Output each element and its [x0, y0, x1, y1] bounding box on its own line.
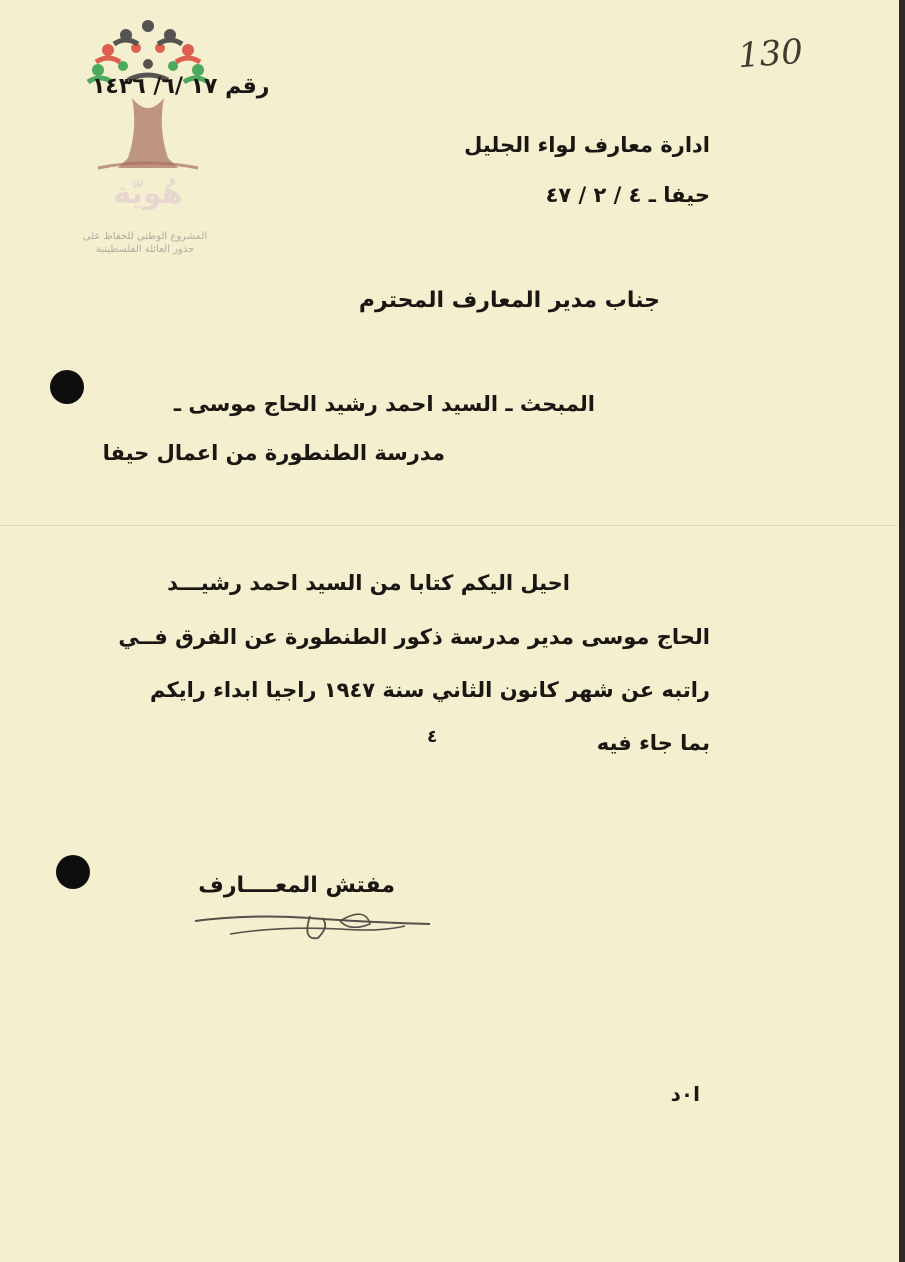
watermark-name: هُويّة	[113, 176, 183, 211]
body-mark: ٤	[427, 727, 438, 747]
watermark-tagline	[60, 230, 230, 256]
punch-hole-top	[50, 370, 84, 404]
scan-edge	[899, 0, 905, 1262]
signature-scribble-icon	[190, 896, 440, 946]
body-line-1: احيل اليكم كتابا من السيد احمد رشيـــد	[167, 571, 570, 595]
body-line-4: بما جاء فيه	[596, 731, 710, 755]
typist-initials: ا٠د	[670, 1082, 700, 1106]
body-line-2: الحاج موسى مدير مدرسة ذكور الطنطورة عن الفرق فــي	[118, 625, 710, 649]
subject-line-2: مدرسة الطنطورة من اعمال حيفا	[102, 441, 445, 465]
reference-number: رقم ١٧ /٦/ ١٤٣٦	[92, 74, 270, 99]
subject-line-1: المبحث ـ السيد احمد رشيد الحاج موسى ـ	[173, 392, 595, 416]
header-place-date: حيفا ـ ٤ / ٢ / ٤٧	[545, 183, 710, 207]
punch-hole-bottom	[56, 855, 90, 889]
handwritten-page-number: 130	[736, 31, 805, 77]
header-office: ادارة معارف لواء الجليل	[464, 133, 710, 157]
watermark-tagline-line2: جذور العائلة الفلسطينية	[95, 244, 195, 255]
addressee: جناب مدير المعارف المحترم	[358, 288, 660, 313]
signature-title: مفتش المعــــارف	[198, 873, 395, 898]
paper-fold-line	[0, 525, 897, 526]
body-line-3: راتبه عن شهر كانون الثاني سنة ١٩٤٧ راجيا ابداء رايكم	[150, 678, 710, 702]
watermark-tagline-line1: المشروع الوطني للحفاظ على	[82, 231, 208, 242]
